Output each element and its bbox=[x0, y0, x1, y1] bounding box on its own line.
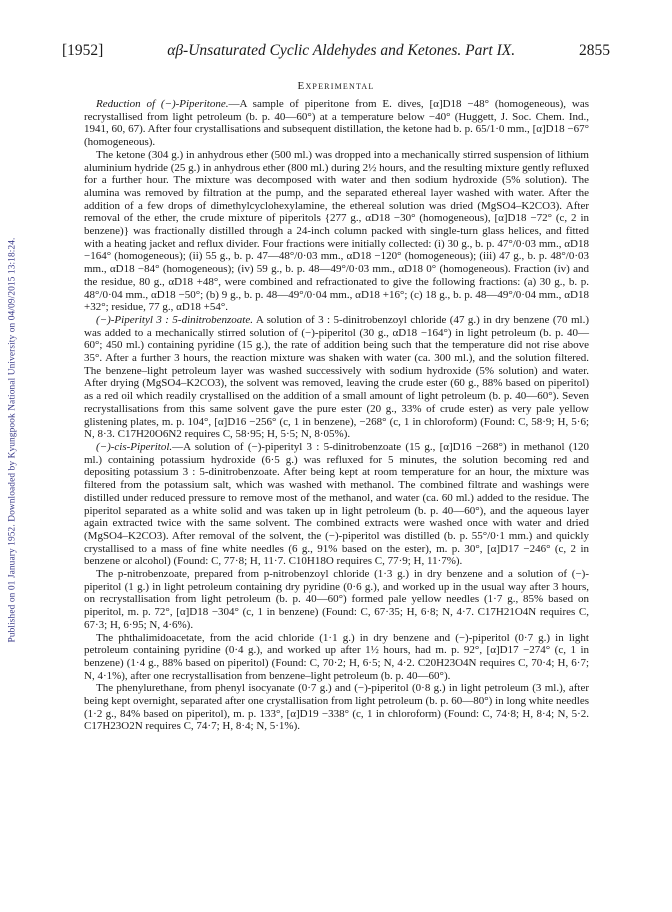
paragraph bbox=[84, 568, 589, 632]
paragraph bbox=[84, 632, 589, 683]
paragraph bbox=[84, 441, 589, 568]
download-notice bbox=[4, 100, 20, 780]
paragraph-lead: (−)-Piperityl 3 : 5-dinitrobenzoate. bbox=[96, 313, 253, 326]
paragraph bbox=[84, 98, 589, 149]
header-page-number: 2855 bbox=[578, 42, 610, 59]
header-title: αβ-Unsaturated Cyclic Aldehydes and Ketones. Part IX. bbox=[167, 42, 516, 59]
section-heading: Experimental bbox=[297, 80, 375, 92]
download-notice-text: Published on 01 January 1952. Downloaded by Kyungpook National University on 04/09/2015 13:18:24. bbox=[7, 237, 18, 643]
running-header bbox=[62, 42, 610, 60]
paragraph bbox=[84, 314, 589, 441]
paragraph-lead: (−)-cis-Piperitol. bbox=[96, 440, 173, 453]
body-text bbox=[84, 98, 589, 733]
paragraph-text: The ketone (304 g.) in anhydrous ether (500 ml.) was dropped into a mechanically stirred suspension of lithium aluminium hydride (25 g.) in anhydrous ether (800 ml.) during 2½ hours, and the resulting mixture gently refluxed for a further hour. The mixture was decomposed with water and then sodium hydroxide (5% solution). The alumina was removed by filtration at the pump, and the separated ethereal layer washed with water. After the addition of a few drops of dimethylcyclohexylamine, the ethereal solution was dried (MgSO4–K2CO3). After removal of the ether, the crude mixture of piperitols {277 g., αD18 −30° (homogeneous), [α]D18 −72° (c, 2 in benzene)} was fractionally distilled through a 24-inch column packed with single-turn glass helices, and fitted with a heating jacket and reflux divider. Four fractions were initially collected: (i) 30 g., b. p. 47°/0·03 mm., αD18 −164° (homogeneous); (ii) 55 g., b. p. 47—48°/0·03 mm., αD18 −120° (homogeneous); (iii) 47 g., b. p. 48°/0·03 mm., αD18 −84° (homogeneous); (iv) 59 g., b. p. 48—49°/0·03 mm., αD18 0° (homogeneous). Fraction (iv) and the residue, 80 g., αD18 +48°, were combined and refractionated to give the following fractions: (a) 30 g., b. p. 48°/0·04 mm., αD18 −50°; (b) 9 g., b. p. 48—49°/0·04 mm., αD18 +16°; (c) 18 g., b. p. 48—49°/0·04 mm., αD18 +32°; residue, 77 g., αD18 +54°. bbox=[84, 148, 589, 314]
paragraph-text: The phthalimidoacetate, from the acid chloride (1·1 g.) in dry benzene and (−)-piperitol (0·7 g.) in light petroleum containing pyridine (0·4 g.), and worked up after 1½ hours, had m. p. 92°, [α]D17 −274° (c, 1 in benzene) (1·4 g., 88% based on piperitol) (Found: C, 70·2; H, 6·5; N, 4·2. C20H23O4N requires C, 70·4; H, 6·7; N, 4·1%), after one recrystallisation from benzene–light petroleum (b. p. 40—60°). bbox=[84, 631, 589, 682]
paragraph bbox=[84, 149, 589, 314]
paragraph-text: The phenylurethane, from phenyl isocyanate (0·7 g.) and (−)-piperitol (0·8 g.) in light petroleum (3 ml.), after being kept overnight, separated after one crystallisation from light petroleum (b. p. 60—80°) in long white needles (1·2 g., 84% based on piperitol), m. p. 133°, [α]D19 −338° (c, 1 in chloroform) (Found: C, 74·8; H, 8·4; N, 5·2. C17H23O2N requires C, 74·7; H, 8·4; N, 5·1%). bbox=[84, 682, 589, 733]
paragraph bbox=[84, 682, 589, 733]
paragraph-text: The p-nitrobenzoate, prepared from p-nitrobenzoyl chloride (1·3 g.) in dry benzene and a solution of (−)-piperitol (1 g.) in light petroleum containing dry pyridine (0·6 g.), and worked up in the usual way after 3 hours, on recrystallisation from light petroleum (b. p. 40—60°) formed pale yellow needles (1·7 g., 85% based on piperitol, m. p. 72°, [α]D18 −304° (c, 1 in benzene) (Found: C, 67·35; H, 6·8; N, 4·7. C17H21O4N requires C, 67·3; H, 6·95; N, 4·6%). bbox=[84, 568, 589, 631]
paragraph-lead: Reduction of (−)-Piperitone. bbox=[96, 98, 229, 110]
paragraph-text: A solution of 3 : 5-dinitrobenzoyl chloride (47 g.) in dry benzene (70 ml.) was added to a mechanically stirred solution of (−)-piperitol (30 g., αD18 −164°) in light petroleum (b. p. 40—60°; 450 ml.) containing pyridine (15 g.), the rate of addition being such that the temperature did not rise above 35°. After a further 3 hours, the reaction mixture was shaken with water (ca. 300 ml.), and the solution filtered. The benzene–light petroleum layer was washed successively with sodium hydroxide (5% solution) and water. After drying (MgSO4–K2CO3), the solvent was removed, leaving the crude ester (60 g., 88% based on piperitol) as a red oil which readily crystallised on the addition of a small amount of light petroleum (b. p. 40—60°). Seven recrystallisations from this same solvent gave the pure ester (20 g., 33% of crude ester) as very pale yellow glistening plates, m. p. 104°, [α]D16 −256° (c, 1 in benzene), −268° (c, 1 in chloroform) (Found: C, 58·9; H, 5·6; N, 8·3. C17H20O6N2 requires C, 58·95; H, 5·5; N, 8·05%). bbox=[84, 313, 589, 441]
paragraph-text: —A solution of (−)-piperityl 3 : 5-dinitrobenzoate (15 g., [α]D16 −268°) in methanol (120 ml.) containing potassium hydroxide (6·5 g.) was refluxed for 5 minutes, the solution becoming red and depositing potassium 3 : 5-dinitrobenzoate. After being kept at room temperature for an hour, the mixture was filtered from the potassium salt, which was washed with methanol. The combined filtrate and washings were distilled under reduced pressure to remove most of the methanol, and water (ca. 60 ml.) added to the residue. The piperitol separated as a white solid and was taken up in light petroleum (b. p. 40—60°), and the aqueous layer again extracted twice with the same solvent. The combined extracts were washed once with water and dried (MgSO4–K2CO3). After removal of the solvent, the (−)-piperitol was distilled (b. p. 55°/0·1 mm.) and quickly crystallised to a mass of fine white needles (6 g., 91% based on the ester), m. p. 30°, [α]D17 −246° (c, 2 in benzene or alcohol) (Found: C, 77·8; H, 11·7. C10H18O requires C, 77·9; H, 11·7%). bbox=[84, 440, 589, 568]
paragraph-text: —A sample of piperitone from E. dives, [α]D18 −48° (homogeneous), was recrystallised from light petroleum (b. p. 40—60°) at a temperature below −40° (Huggett, J. Soc. Chem. Ind., 1941, 60, 67). After four crystallisations and subsequent distillation, the ketone had b. p. 65/1·0 mm., [α]D18 −67° (homogeneous). bbox=[84, 98, 590, 149]
header-year: [1952] bbox=[62, 42, 104, 59]
